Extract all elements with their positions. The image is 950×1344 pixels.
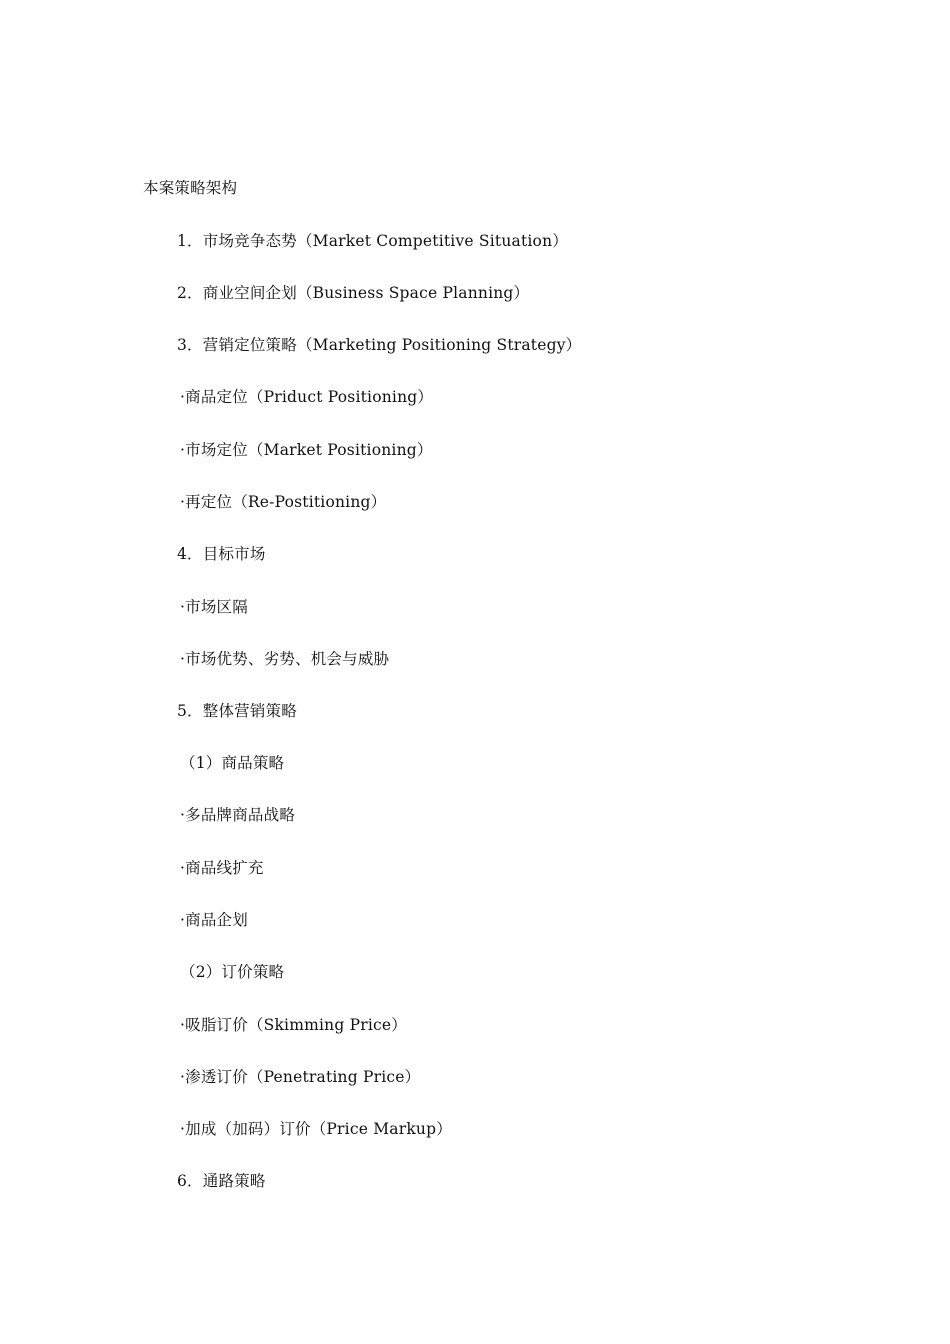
outline-subitem-repositioning: ·再定位（Re-Postitioning） — [180, 493, 387, 511]
outline-item-target-market: 4．目标市场 — [177, 545, 266, 563]
outline-subitem-skimming-price: ·吸脂订价（Skimming Price） — [180, 1016, 407, 1034]
outline-subitem-swot: ·市场优势、劣势、机会与威胁 — [180, 650, 390, 668]
outline-item-marketing-positioning: 3．营销定位策略（Marketing Positioning Strategy） — [177, 336, 582, 354]
outline-subitem-product-positioning: ·商品定位（Priduct Positioning） — [180, 388, 434, 406]
outline-subitem-market-segmentation: ·市场区隔 — [180, 598, 248, 616]
outline-item-overall-marketing-strategy: 5．整体营销策略 — [177, 702, 297, 720]
outline-item-market-competitive-situation: 1．市场竞争态势（Market Competitive Situation） — [177, 232, 568, 250]
outline-subitem-penetrating-price: ·渗透订价（Penetrating Price） — [180, 1068, 421, 1086]
outline-subitem-price-markup: ·加成（加码）订价（Price Markup） — [180, 1120, 452, 1138]
outline-subsection-product-strategy: （1）商品策略 — [180, 754, 285, 772]
outline-subitem-product-line-expansion: ·商品线扩充 — [180, 859, 264, 877]
outline-subitem-market-positioning: ·市场定位（Market Positioning） — [180, 441, 433, 459]
outline-item-business-space-planning: 2．商业空间企划（Business Space Planning） — [177, 284, 530, 302]
outline-subitem-product-planning: ·商品企划 — [180, 911, 248, 929]
document-heading: 本案策略架构 — [143, 179, 238, 197]
outline-subsection-pricing-strategy: （2）订价策略 — [180, 963, 285, 981]
outline-item-channel-strategy: 6．通路策略 — [177, 1172, 266, 1190]
outline-subitem-multi-brand: ·多品牌商品战略 — [180, 806, 296, 824]
